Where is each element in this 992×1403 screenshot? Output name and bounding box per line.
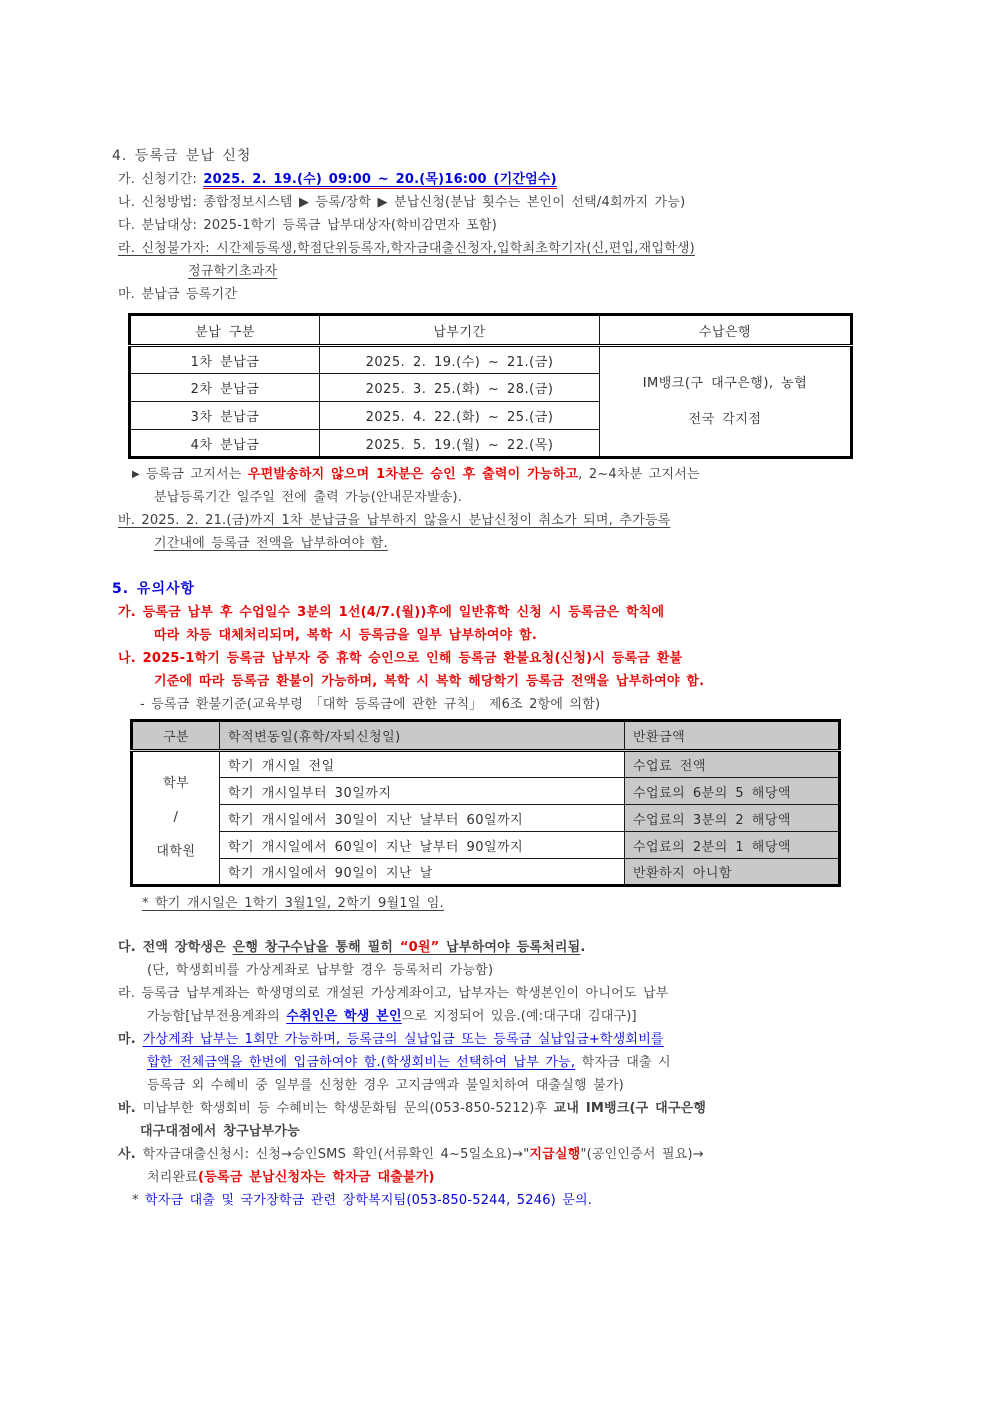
t1-row4-category: 4차 분납금	[130, 430, 320, 458]
virtual-black2: 학자금 대출 시	[575, 1055, 671, 1070]
loan-label: 사.	[118, 1147, 143, 1162]
loan-contact-mark: *	[132, 1193, 146, 1208]
section4-item-target: 다. 분납대상: 2025-1학기 등록금 납부대상자(학비감면자 포함)	[118, 218, 498, 233]
bank-name: IM뱅크(구 대구은행), 농협	[642, 375, 808, 391]
section4-item-cancel-line2	[154, 532, 952, 555]
account-recipient: 수취인은 학생 본인	[286, 1009, 402, 1024]
table-header-row	[130, 315, 852, 346]
spacer	[112, 915, 952, 936]
account-pre: 가능함[납부전용계좌의	[147, 1009, 287, 1024]
loan-restriction: (등록금 분납신청자는 학자금 대출불가)	[198, 1170, 435, 1185]
t1-row3-period: 2025. 4. 22.(화) ~ 25.(금)	[320, 402, 600, 430]
section5-item-unpaid-line2	[140, 1120, 952, 1143]
installment-schedule-table	[128, 313, 853, 459]
apply-period-label: 가. 신청기간:	[118, 172, 204, 187]
table-row	[132, 778, 840, 805]
bank-branches: 전국 각지점	[688, 411, 762, 427]
t1-row3-category: 3차 분납금	[130, 402, 320, 430]
section4-item-apply-period	[118, 168, 952, 191]
virtual-blue1: 가상계좌 납부는 1회만 가능하며, 등록금의 실납입금 또는 등록금 실납입금+학생회비를	[142, 1032, 664, 1047]
section5-item-leave-line2: 따라 차등 대체처리되며, 복학 시 등록금을 일부 납부하여야 함.	[154, 628, 538, 643]
spacer	[112, 555, 952, 578]
apply-method-value: 종합정보시스템 ▶ 등록/장학 ▶ 분납신청(분납 횟수는 본인이 선택/4회까지 가능)	[203, 195, 686, 210]
t2-row4-when: 학기 개시일에서 60일이 지난 날부터 90일까지	[220, 832, 625, 859]
section4-item-ineligible-line2	[188, 260, 952, 283]
section4-item-cancel-line1	[118, 509, 952, 532]
notice-red: 우편발송하지 않으며 1차분은 승인 후 출력이 가능하고	[247, 467, 579, 482]
scope-line3: 대학원	[156, 844, 196, 859]
bill-notice-line2: 분납등록기간 일주일 전에 출력 가능(안내문자발송).	[154, 490, 463, 505]
table-header-row	[132, 721, 840, 751]
scholarship-pre: 다. 전액 장학생은	[118, 940, 233, 955]
t2-header-amount: 반환금액	[625, 721, 840, 751]
section5-item-unpaid-line1	[118, 1097, 952, 1120]
section5-item-scholarship	[118, 936, 952, 959]
t2-header-date: 학적변동일(휴학/자퇴신청일)	[220, 721, 625, 751]
loan-execute: 지급실행	[529, 1147, 581, 1162]
section5-item-scholarship-sub: (단, 학생회비를 가상계좌로 납부할 경우 등록처리 가능함)	[147, 963, 494, 978]
section5-item-leave-line1: 가. 등록금 납부 후 수업일수 3분의 1선(4/7.(월))후에 일반휴학 신청 시 등록금은 학칙에	[118, 605, 665, 620]
virtual-blue2: 합한 전체금액을 한번에 입금하여야 함.(학생회비는 선택하여 납부 가능,	[147, 1055, 576, 1070]
t2-row2-when: 학기 개시일부터 30일까지	[220, 778, 625, 805]
t1-header-category: 분납 구분	[130, 315, 320, 346]
t2-scope-cell	[132, 751, 220, 886]
virtual-label: 마.	[118, 1032, 143, 1047]
refund-criteria-table	[130, 719, 841, 887]
cancel-text-1: 바. 2025. 2. 21.(금)까지 1차 분납금을 납부하지 않을시 분납신청이 취소가 되며, 추가등록	[118, 513, 671, 528]
unpaid-pre: 미납부한 학생회비 등 수혜비는 학생문화팀 문의(053-850-5212)후	[142, 1101, 554, 1116]
cancel-text-2: 기간내에 등록금 전액을 납부하여야 함.	[154, 536, 388, 551]
t1-row1-period: 2025. 2. 19.(수) ~ 21.(금)	[320, 346, 600, 374]
t1-header-bank: 수납은행	[600, 315, 852, 346]
t1-row4-period: 2025. 5. 19.(월) ~ 22.(목)	[320, 430, 600, 458]
t2-row1-when: 학기 개시일 전일	[220, 751, 625, 778]
section4-item-installment-period: 마. 분납금 등록기간	[118, 287, 238, 302]
section5-item-refund-line2: 기준에 따라 등록금 환불이 가능하며, 복학 시 복학 해당학기 등록금 전액을 납부하여야 함.	[154, 674, 705, 689]
semester-start-note-text: * 학기 개시일은 1학기 3월1일, 2학기 9월1일 임.	[142, 896, 444, 911]
scholarship-u1: 은행 창구수납을 통해 필히	[232, 940, 400, 955]
loan-contact-text: 학자금 대출 및 국가장학금 관련 장학복지팀(053-850-5244, 5246) 문의.	[145, 1193, 593, 1208]
scholarship-u2: 납부하여야 등록처리됨	[439, 940, 581, 955]
notice-pre: 등록금 고지서는	[145, 467, 248, 482]
t1-bank-cell	[600, 346, 852, 458]
loan-contact-note	[132, 1189, 952, 1212]
table-row	[130, 346, 852, 374]
unpaid-bold: 교내 IM뱅크(구 대구은행	[553, 1101, 707, 1116]
table-row	[132, 832, 840, 859]
t2-row5-when: 학기 개시일에서 90일이 지난 날	[220, 859, 625, 886]
t2-row4-amount: 수업료의 2분의 1 해당액	[625, 832, 840, 859]
notice-post: , 2~4차분 고지서는	[578, 467, 700, 482]
section5-item-virtual-line3: 등록금 외 수혜비 중 일부를 신청한 경우 고지금액과 불일치하여 대출실행 불가)	[147, 1078, 624, 1093]
section5-item-loan-line2	[147, 1166, 952, 1189]
section4-item-ineligible-line1	[118, 237, 952, 260]
loan-mid: "(공인인증서 필요)→	[580, 1147, 704, 1162]
section5-item-refund-line1: 나. 2025-1학기 등록금 납부자 중 휴학 승인으로 인해 등록금 환불요청(신청)시 등록금 환불	[118, 651, 683, 666]
bill-notice-line1	[132, 463, 952, 486]
unpaid-line2-text: 대구대점에서 창구납부가능	[140, 1124, 300, 1139]
t2-row1-amount: 수업료 전액	[625, 751, 840, 778]
scholarship-zero-won: “0원”	[399, 940, 440, 955]
refund-rule-reference: - 등록금 환불기준(교육부령 「대학 등록금에 관한 규칙」 제6조 2항에 의함)	[140, 697, 601, 712]
loan-complete: 처리완료	[147, 1170, 199, 1185]
t1-header-period: 납부기간	[320, 315, 600, 346]
t2-row3-when: 학기 개시일에서 30일이 지난 날부터 60일까지	[220, 805, 625, 832]
scope-line2: /	[173, 810, 179, 825]
loan-pre: 학자금대출신청시: 신청→승인SMS 확인(서류확인 4~5일소요)→"	[142, 1147, 530, 1162]
scholarship-end: .	[580, 940, 586, 955]
section5-title: 5. 유의사항	[112, 581, 196, 597]
section5-item-account-line1: 라. 등록금 납부계좌는 학생명의로 개설된 가상계좌이고, 납부자는 학생본인이 아니어도 납부	[118, 986, 669, 1001]
t2-row3-amount: 수업료의 3분의 2 해당액	[625, 805, 840, 832]
section4-item-apply-method	[118, 191, 952, 214]
section5-item-virtual-line2	[147, 1051, 952, 1074]
table-row	[132, 751, 840, 778]
semester-start-note	[142, 892, 952, 915]
table-row	[132, 859, 840, 886]
apply-period-value: 2025. 2. 19.(수) 09:00 ~ 20.(목)16:00 (기간엄수)	[203, 172, 557, 187]
t1-row1-category: 1차 분납금	[130, 346, 320, 374]
section5-item-account-line2	[147, 1005, 952, 1028]
apply-method-label: 나. 신청방법:	[118, 195, 204, 210]
t1-row2-period: 2025. 3. 25.(화) ~ 28.(금)	[320, 374, 600, 402]
table-row	[132, 805, 840, 832]
ineligible-text-1: 라. 신청불가자: 시간제등록생,학점단위등록자,학자금대출신청자,입학최초학기자(신,편입,재입학생)	[118, 241, 695, 256]
bullet-arrow-icon: ▶	[132, 469, 140, 480]
section5-item-loan-line1	[118, 1143, 952, 1166]
scholarship-underlined	[233, 940, 581, 955]
unpaid-label: 바.	[118, 1101, 143, 1116]
section5-item-virtual-line1	[118, 1028, 952, 1051]
ineligible-text-2: 정규학기초과자	[188, 264, 278, 279]
scope-line1: 학부	[162, 776, 190, 791]
account-post: 으로 지정되어 있음.(예:대구대 김대구)]	[401, 1009, 637, 1024]
t2-row5-amount: 반환하지 아니함	[625, 859, 840, 886]
section4-title: 4. 등록금 분납 신청	[112, 148, 252, 164]
t2-row2-amount: 수업료의 6분의 5 해당액	[625, 778, 840, 805]
t2-header-scope: 구분	[132, 721, 220, 751]
t1-row2-category: 2차 분납금	[130, 374, 320, 402]
